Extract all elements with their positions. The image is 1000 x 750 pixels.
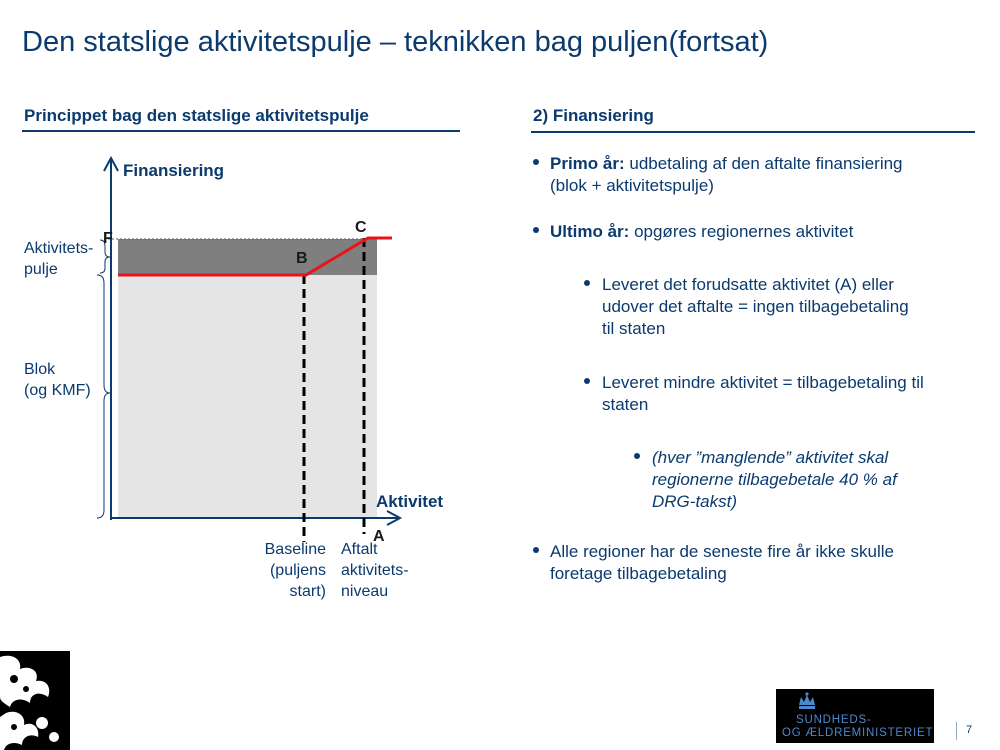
agreed-label-line1: Aftalt (341, 541, 378, 558)
sub-bullet-delivered-line1: Leveret det forudsatte aktivitet (A) eller (602, 275, 894, 294)
y-axis-label: Finansiering (123, 161, 225, 180)
bullet-primo-text: udbetaling af den aftalte finansiering (624, 154, 903, 173)
logo-text-line2: OG ÆLDREMINISTERIET (782, 727, 934, 739)
bullet-ultimo (550, 221, 980, 243)
crown-icon (796, 691, 818, 713)
sub-sub-bullet-line1: (hver ”manglende” aktivitet skal (652, 448, 889, 467)
bullet-primo-line2: (blok + aktivitetspulje) (550, 176, 714, 195)
bullet-dot (533, 227, 539, 233)
bullet-regions-line2: foretage tilbagebetaling (550, 564, 727, 583)
agreed-label-line2: aktivitets- (341, 562, 409, 579)
block-label-line1: Blok (24, 361, 56, 378)
bullet-dot (533, 547, 539, 553)
bullet-ultimo-text: opgøres regionernes aktivitet (629, 222, 854, 241)
block-area (118, 275, 377, 517)
sub-bullet-delivered-line2: udover det aftalte = ingen tilbagebetaling (602, 297, 909, 316)
bullet-regions (550, 541, 980, 585)
sub-bullet-less (602, 372, 977, 416)
financing-diagram (0, 140, 470, 610)
sub-bullet-dot (584, 280, 590, 286)
sub-bullet-delivered (602, 274, 977, 340)
sub-bullet-less-line1: Leveret mindre aktivitet = tilbagebetaling til (602, 373, 924, 392)
page-number-divider (956, 722, 957, 740)
pool-label-line1: Aktivitets- (24, 240, 94, 257)
pool-label-line2: pulje (24, 261, 58, 278)
right-header-rule (531, 131, 975, 133)
bullet-primo-bold: Primo år: (550, 154, 625, 173)
agreed-label-line3: niveau (341, 583, 389, 600)
baseline-label-line3: start) (289, 583, 326, 600)
sub-sub-bullet-dot (634, 453, 640, 459)
left-header: Princippet bag den statslige aktivitetspulje (24, 106, 369, 125)
sub-bullet-delivered-line3: til staten (602, 319, 666, 338)
page-number: 7 (966, 724, 973, 736)
sub-sub-bullet (652, 447, 977, 513)
bullet-regions-line1: Alle regioner har de seneste fire år ikke skulle (550, 542, 894, 561)
point-a-label: A (373, 528, 385, 545)
point-b-label: B (296, 250, 308, 267)
point-c-label: C (355, 219, 367, 236)
sub-sub-bullet-line3: DRG-takst) (652, 492, 737, 511)
crown-emblem-logo (0, 651, 70, 750)
sub-bullet-dot (584, 378, 590, 384)
sub-bullet-less-line2: staten (602, 395, 649, 414)
baseline-label-line2: (puljens (269, 562, 326, 579)
ministry-logo (776, 689, 934, 743)
block-brace (97, 275, 110, 518)
x-axis-label: Aktivitet (376, 492, 444, 511)
bullet-dot (533, 159, 539, 165)
bullet-primo (550, 153, 980, 197)
bullet-ultimo-bold: Ultimo år: (550, 222, 630, 241)
left-header-rule (22, 130, 460, 132)
right-header: 2) Finansiering (533, 106, 654, 125)
logo-text-line1: SUNDHEDS- (796, 714, 872, 726)
slide-title: Den statslige aktivitetspulje – teknikken bag puljen(fortsat) (22, 26, 769, 58)
baseline-label-line1: Baseline (264, 541, 326, 558)
sub-sub-bullet-line2: regionerne tilbagebetale 40 % af (652, 470, 897, 489)
point-f-label: F (103, 230, 113, 247)
block-label-line2: (og KMF) (24, 382, 91, 399)
